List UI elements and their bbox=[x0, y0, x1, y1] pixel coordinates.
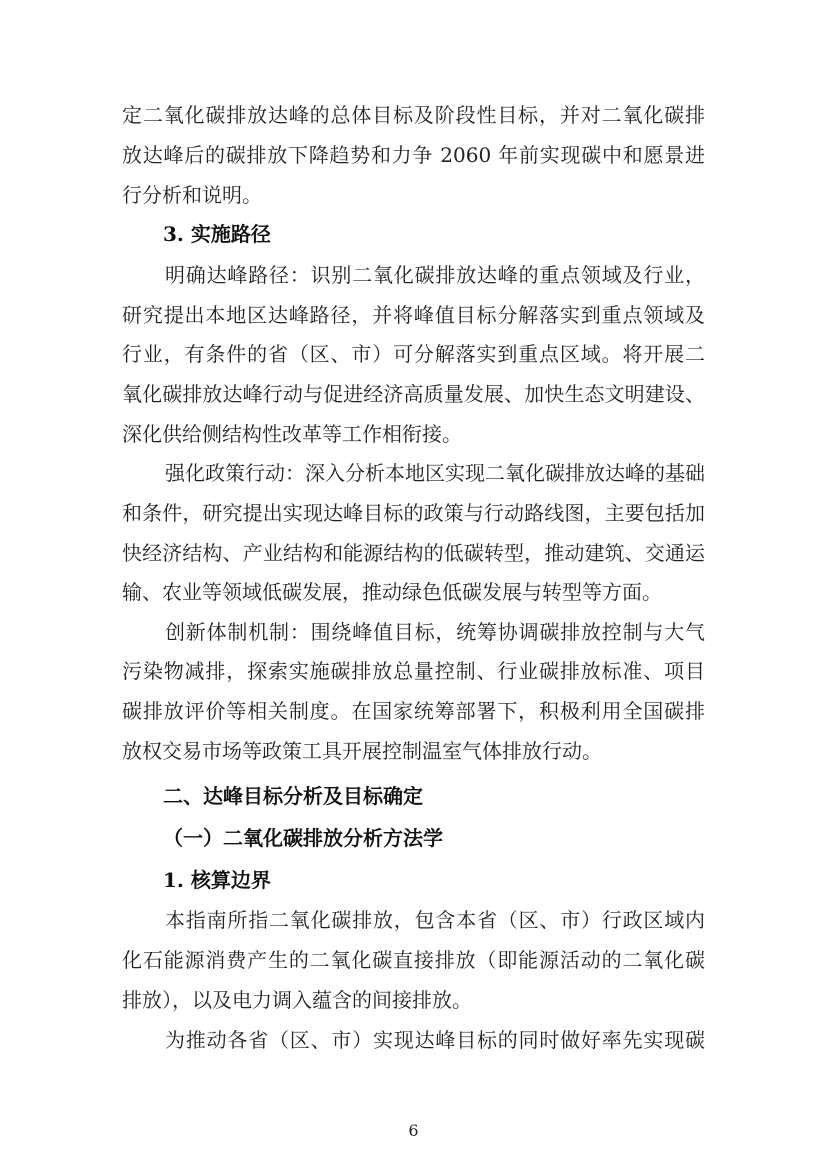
text-line: 排放），以及电力调入蕴含的间接排放。 bbox=[122, 988, 472, 1012]
text-line: 研究提出本地区达峰路径，并将峰值目标分解落实到重点领域及 bbox=[122, 303, 705, 327]
section-heading: 3. 实施路径 bbox=[163, 222, 271, 246]
text-line: 碳排放评价等相关制度。在国家统筹部署下，积极利用全国碳排 bbox=[122, 699, 705, 723]
page-number: 6 bbox=[408, 1121, 419, 1140]
text-line: 创新体制机制：围绕峰值目标，统筹协调碳排放控制与大气 bbox=[165, 620, 705, 644]
text-line: 行业，有条件的省（区、市）可分解落实到重点区域。将开展二 bbox=[122, 342, 705, 366]
text-line: 放达峰后的碳排放下降趋势和力争 2060 年前实现碳中和愿景进 bbox=[122, 143, 705, 167]
text-line: 行分析和说明。 bbox=[122, 183, 262, 207]
text-line: 快经济结构、产业结构和能源结构的低碳转型，推动建筑、交通运 bbox=[122, 541, 705, 565]
text-line: 输、农业等领域低碳发展，推动绿色低碳发展与转型等方面。 bbox=[122, 580, 662, 604]
text-line: 和条件，研究提出实现达峰目标的政策与行动路线图，主要包括加 bbox=[122, 501, 705, 525]
section-heading: （一）二氧化碳排放分析方法学 bbox=[163, 826, 443, 850]
text-line: 本指南所指二氧化碳排放，包含本省（区、市）行政区域内 bbox=[165, 908, 705, 932]
text-line: 污染物减排，探索实施碳排放总量控制、行业碳排放标准、项目 bbox=[122, 659, 705, 683]
text-line: 化石能源消费产生的二氧化碳直接排放（即能源活动的二氧化碳 bbox=[122, 948, 705, 972]
text-line: 定二氧化碳排放达峰的总体目标及阶段性目标，并对二氧化碳排 bbox=[122, 103, 705, 127]
text-line: 为推动各省（区、市）实现达峰目标的同时做好率先实现碳 bbox=[165, 1028, 705, 1052]
text-line: 深化供给侧结构性改革等工作相衔接。 bbox=[122, 422, 462, 446]
text-line: 氧化碳排放达峰行动与促进经济高质量发展、加快生态文明建设、 bbox=[122, 382, 705, 406]
text-line: 放权交易市场等政策工具开展控制温室气体排放行动。 bbox=[122, 739, 602, 763]
section-heading: 1. 核算边界 bbox=[163, 868, 271, 892]
text-line: 明确达峰路径：识别二氧化碳排放达峰的重点领域及行业， bbox=[165, 263, 705, 287]
text-line: 强化政策行动：深入分析本地区实现二氧化碳排放达峰的基础 bbox=[165, 461, 705, 485]
section-heading: 二、达峰目标分析及目标确定 bbox=[163, 784, 423, 808]
